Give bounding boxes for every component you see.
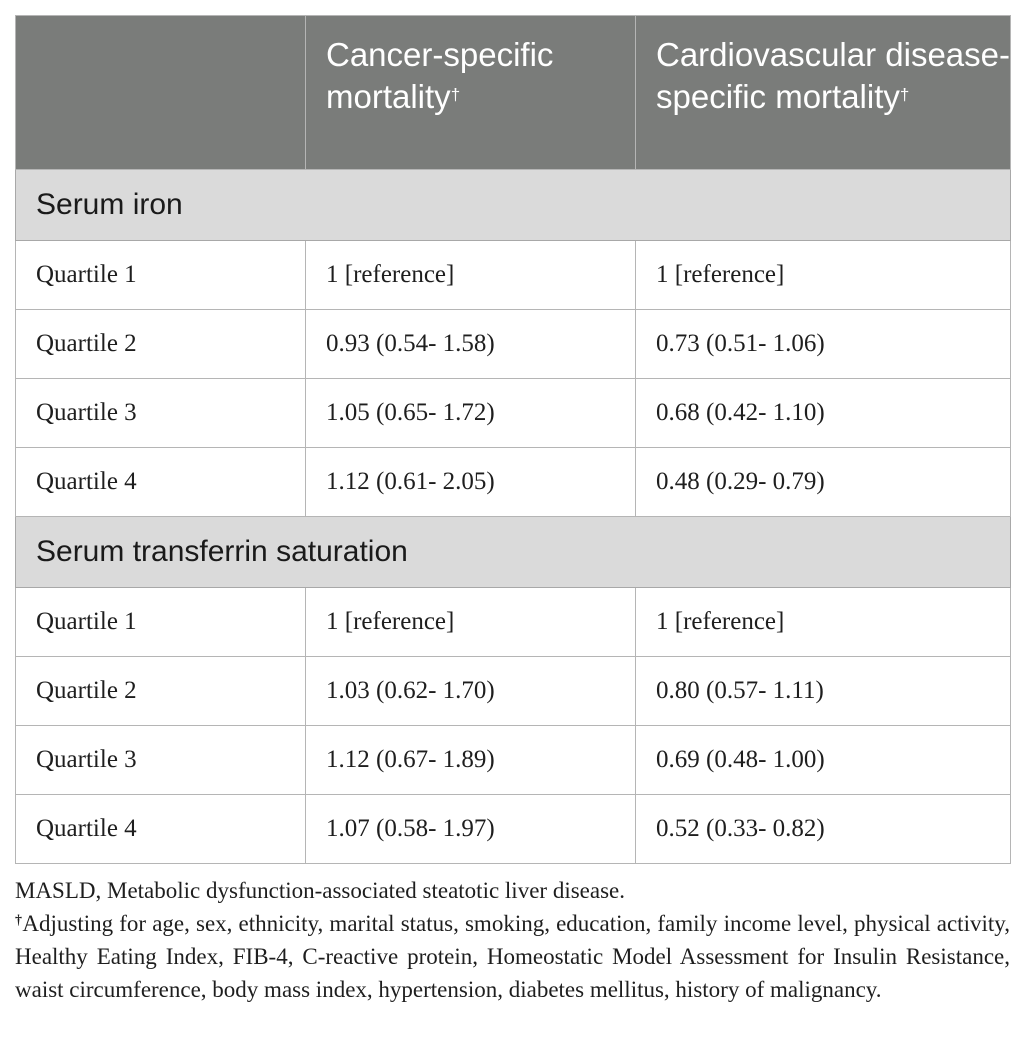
cvd-value: 0.73 (0.51- 1.06) [636, 310, 1011, 379]
header-cancer-dagger: † [450, 85, 461, 104]
header-empty-cell [16, 16, 306, 170]
cancer-value: 0.93 (0.54- 1.58) [306, 310, 636, 379]
adjustment-text: Adjusting for age, sex, ethnicity, marital status, smoking, education, family income level, physical activity, Healthy Eating Index, FIB-4, C-reactive protein, Homeostatic Model Assessment for Insulin Resistance, waist circumference, body mass index, hypertension, diabetes mellitus, history of malignancy. [15, 911, 1010, 1002]
cvd-value: 0.80 (0.57- 1.11) [636, 657, 1011, 726]
cvd-value: 0.68 (0.42- 1.10) [636, 379, 1011, 448]
table-row [16, 310, 1011, 379]
adjustment-footnote [15, 907, 1010, 1006]
header-cancer-mortality [306, 16, 636, 170]
row-label: Quartile 2 [16, 310, 306, 379]
table-row [16, 795, 1011, 864]
row-label: Quartile 3 [16, 726, 306, 795]
footnote-dagger: † [15, 913, 23, 928]
table-row [16, 241, 1011, 310]
table-row [16, 726, 1011, 795]
cancer-value: 1.12 (0.67- 1.89) [306, 726, 636, 795]
cvd-value: 0.69 (0.48- 1.00) [636, 726, 1011, 795]
cvd-value: 1 [reference] [636, 241, 1011, 310]
row-label: Quartile 4 [16, 448, 306, 517]
row-label: Quartile 4 [16, 795, 306, 864]
row-label: Quartile 2 [16, 657, 306, 726]
table-row [16, 448, 1011, 517]
header-cvd-mortality [636, 16, 1011, 170]
cancer-value: 1 [reference] [306, 241, 636, 310]
section-title: Serum iron [16, 170, 1011, 241]
cancer-value: 1.05 (0.65- 1.72) [306, 379, 636, 448]
cancer-value: 1.12 (0.61- 2.05) [306, 448, 636, 517]
header-cvd-label: Cardiovascular disease-specific mortality [656, 36, 1010, 115]
section-row-transferrin-saturation [16, 517, 1011, 588]
cvd-value: 1 [reference] [636, 588, 1011, 657]
cancer-value: 1.07 (0.58- 1.97) [306, 795, 636, 864]
section-title: Serum transferrin saturation [16, 517, 1011, 588]
row-label: Quartile 1 [16, 241, 306, 310]
results-table [15, 15, 1011, 864]
header-cancer-label: Cancer-specific mortality [326, 36, 554, 115]
section-row-serum-iron [16, 170, 1011, 241]
cvd-value: 0.52 (0.33- 0.82) [636, 795, 1011, 864]
table-footnotes [15, 874, 1010, 1006]
table-row [16, 379, 1011, 448]
row-label: Quartile 3 [16, 379, 306, 448]
table-row [16, 588, 1011, 657]
row-label: Quartile 1 [16, 588, 306, 657]
table-row [16, 657, 1011, 726]
cvd-value: 0.48 (0.29- 0.79) [636, 448, 1011, 517]
cancer-value: 1.03 (0.62- 1.70) [306, 657, 636, 726]
table-header-row [16, 16, 1011, 170]
header-cvd-dagger: † [899, 85, 910, 104]
cancer-value: 1 [reference] [306, 588, 636, 657]
abbreviation-footnote: MASLD, Metabolic dysfunction-associated steatotic liver disease. [15, 878, 625, 903]
